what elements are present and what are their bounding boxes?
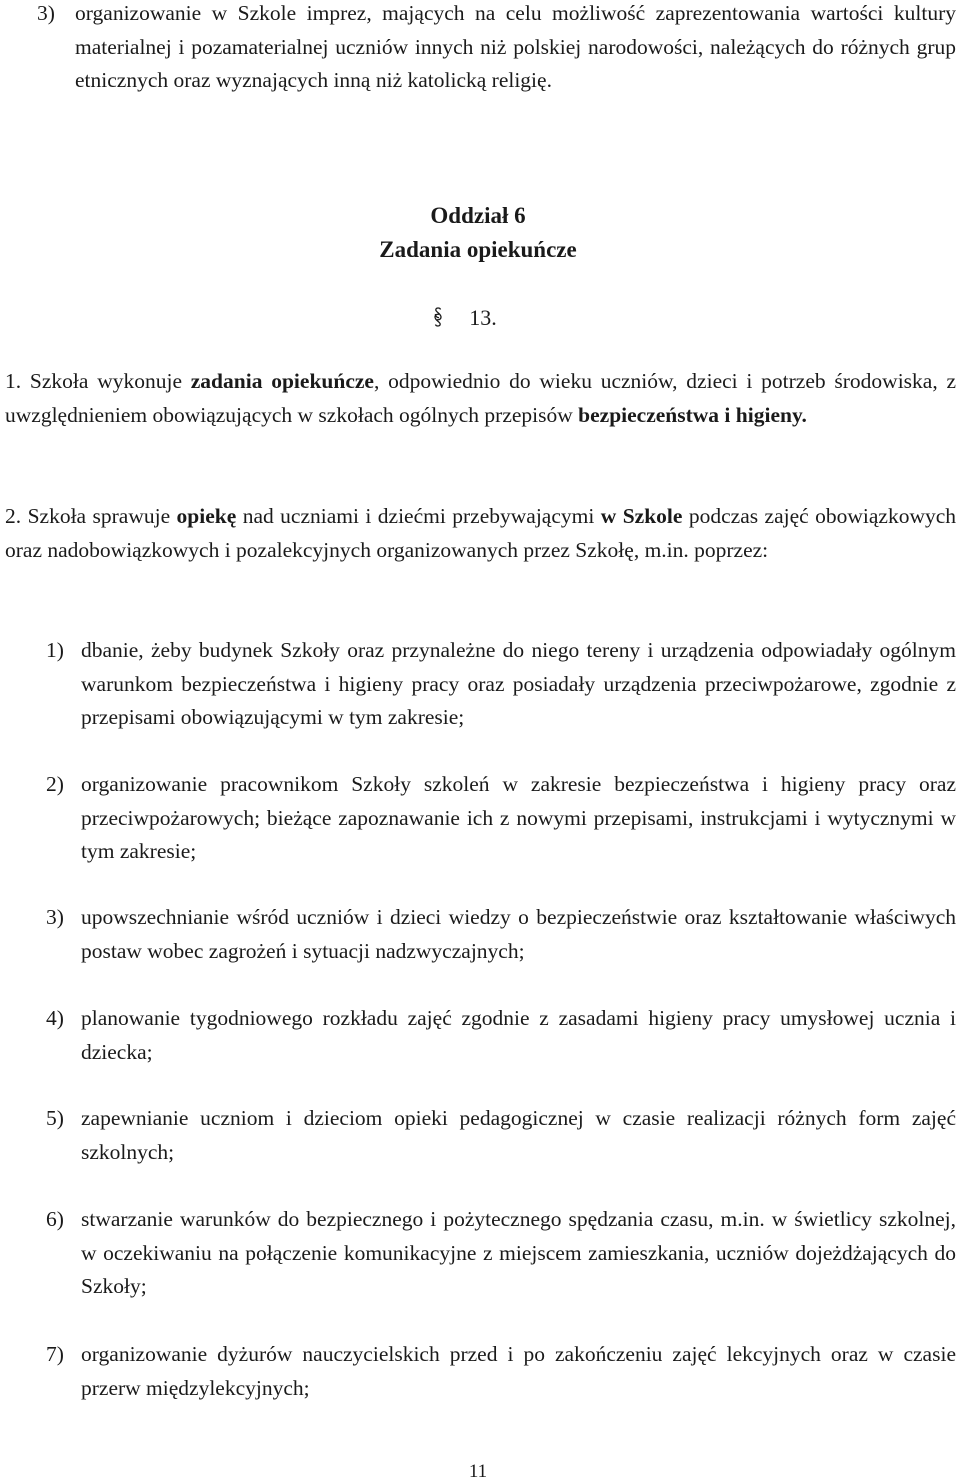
- list-item-text: planowanie tygodniowego rozkładu zajęć zgodnie z zasadami higieny pracy umysłowej ucznia i dziecka;: [81, 1006, 956, 1064]
- list-item-number: 6): [46, 1207, 64, 1231]
- list-item: [46, 901, 956, 968]
- list-item-text: dbanie, żeby budynek Szkoły oraz przynależne do niego tereny i urządzenia odpowiadały ogólnym warunkom bezpieczeństwa i higieny pracy oraz posiadały urządzenia przeciwpożarowe, zgodnie z przepisami obowiązującymi w tym zakresie;: [81, 638, 956, 729]
- paragraph-2-text-c: podczas zajęć obowiązkowych oraz nadobowiązkowych i pozalekcyjnych organizowanych przez Szkołę, m.in. poprzez:: [5, 504, 957, 562]
- list-item-number: 5): [46, 1106, 64, 1130]
- paragraph-1-bold-a: zadania opiekuńcze: [190, 369, 374, 393]
- paragraph-2: [5, 500, 956, 567]
- paragraph-number-text: 13.: [469, 305, 497, 330]
- paragraph-2-bold-a: opiekę: [176, 504, 237, 528]
- list-item-text: organizowanie dyżurów nauczycielskich przed i po zakończeniu zajęć lekcyjnych oraz w czasie przerw międzylekcyjnych;: [81, 1342, 956, 1400]
- list-item-number: 1): [46, 638, 64, 662]
- paragraph-2-text-b: nad uczniami i dziećmi przebywającymi: [236, 504, 601, 528]
- paragraph-1-number: 1.: [5, 369, 22, 393]
- paragraph-1-text-a: Szkoła wykonuje: [29, 369, 191, 393]
- paragraph-2-number: 2.: [5, 504, 22, 528]
- list-item: [46, 1002, 956, 1069]
- paragraph-2-text-a: Szkoła sprawuje: [27, 504, 177, 528]
- list-item-number: 7): [46, 1342, 64, 1366]
- list-item-text: upowszechnianie wśród uczniów i dzieci wiedzy o bezpieczeństwie oraz kształtowanie właściwych postaw wobec zagrożeń i sytuacji nadzwyczajnych;: [81, 905, 956, 963]
- list-item: [46, 1203, 956, 1304]
- section-heading: Oddział 6: [430, 203, 526, 228]
- list-item: [46, 1338, 956, 1405]
- paragraph-1-bold-b: bezpieczeństwa i higieny.: [578, 402, 807, 427]
- list-item-text: organizowanie pracownikom Szkoły szkoleń w zakresie bezpieczeństwa i higieny pracy oraz przeciwpożarowych; bieżące zapoznawanie ich z nowymi przepisami, instrukcjami i wytycznymi w tym zakresie;: [81, 772, 956, 863]
- list-item: [46, 634, 956, 735]
- list-item-text: stwarzanie warunków do bezpiecznego i pożytecznego spędzania czasu, m.in. w świetlicy szkolnej, w oczekiwaniu na połączenie komunikacyjne z miejscem zamieszkania, uczniów dojeżdżających do Szkoły;: [81, 1207, 956, 1298]
- paragraph-1: [5, 365, 956, 432]
- list-item-number: 2): [46, 772, 64, 796]
- list-item-number: 4): [46, 1006, 64, 1030]
- list-item: [46, 768, 956, 869]
- section-subheading: Zadania opiekuńcze: [379, 237, 577, 262]
- list-item-text: zapewnianie uczniom i dzieciom opieki pedagogicznej w czasie realizacji różnych form zajęć szkolnych;: [81, 1106, 956, 1164]
- list-item: [37, 0, 956, 98]
- section-sign-icon: [433, 306, 443, 328]
- page-number: 11: [468, 1461, 488, 1482]
- list-item-number: 3): [37, 1, 55, 25]
- paragraph-1-text-b: , odpowiednio do wieku uczniów, dzieci i potrzeb środowiska, z uwzględnieniem obowiązujących w szkołach ogólnych przepisów: [5, 369, 957, 427]
- list-item-number: 3): [46, 905, 64, 929]
- list-item: [46, 1102, 956, 1169]
- paragraph-2-bold-b: w Szkole: [600, 504, 683, 528]
- paragraph-number: [0, 301, 956, 335]
- list-item-text: organizowanie w Szkole imprez, mających na celu możliwość zaprezentowania wartości kultury materialnej i pozamaterialnej uczniów innych niż polskiej narodowości, należących do różnych grup etnicznych oraz wyznających inną niż katolicką religię.: [75, 1, 956, 92]
